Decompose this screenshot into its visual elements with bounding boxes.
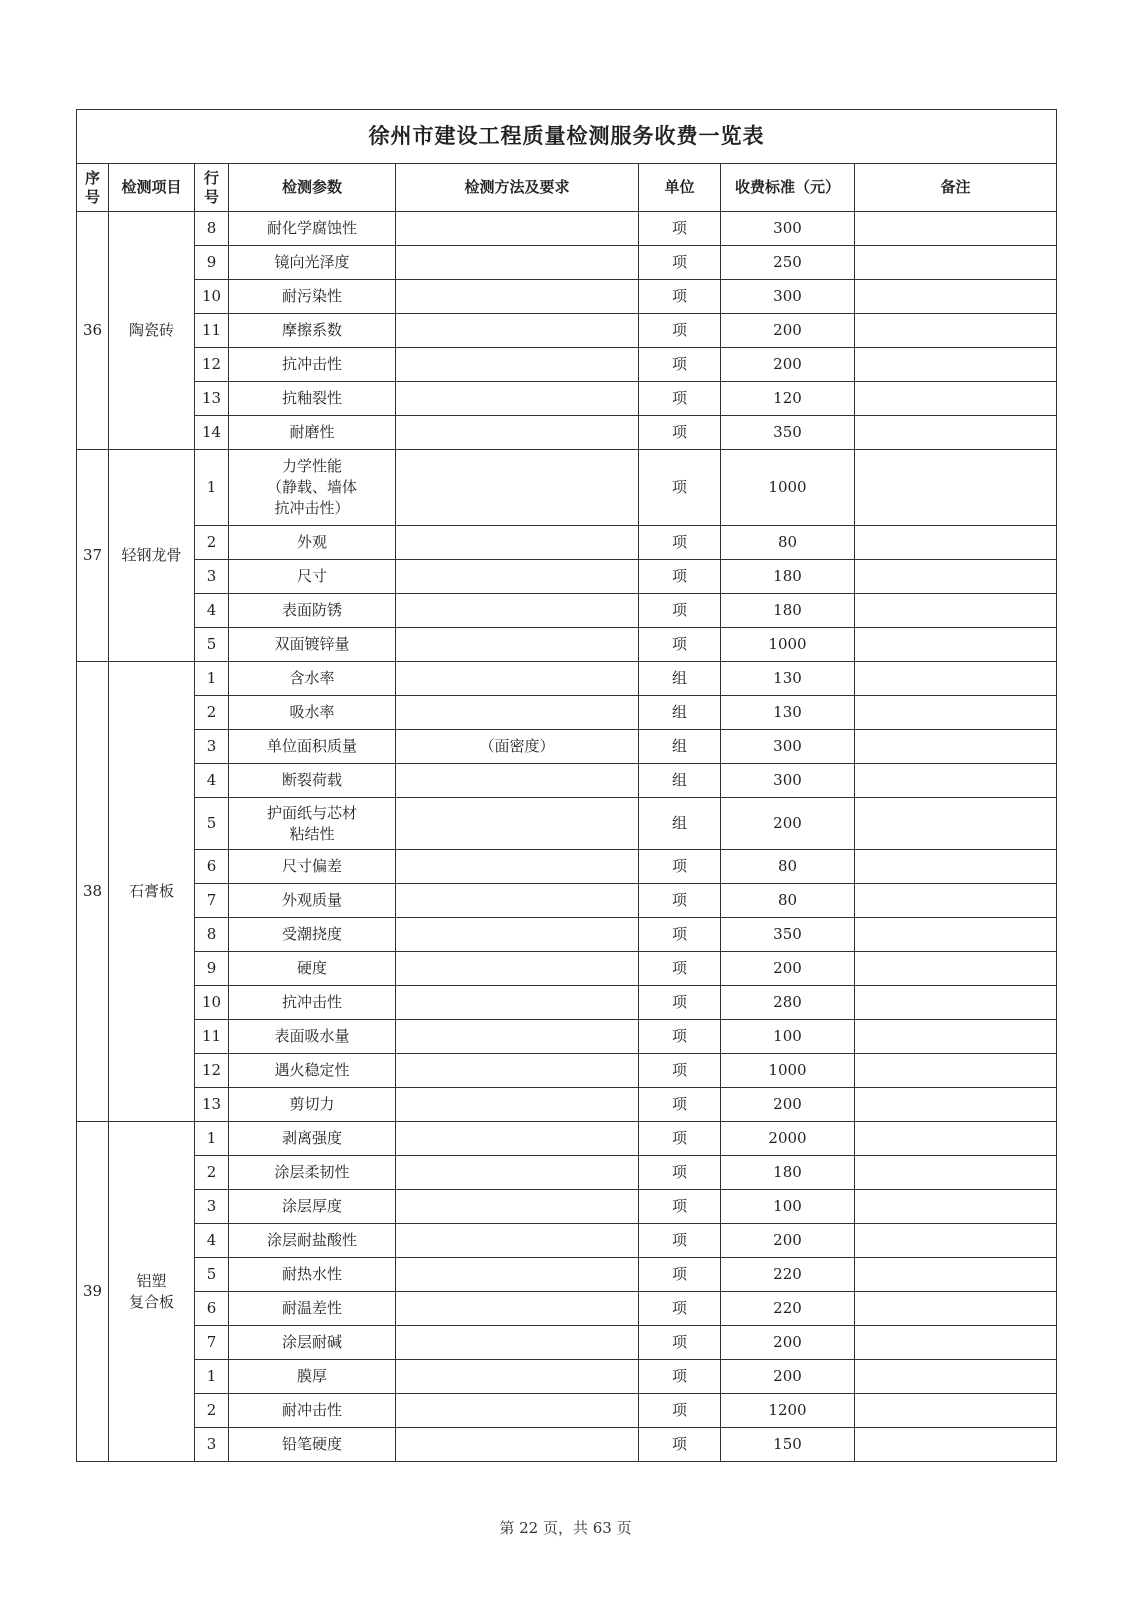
row-fee: 80 (721, 850, 855, 884)
table-row (77, 952, 1057, 986)
fee-table (76, 109, 1057, 1462)
table-row (77, 798, 1057, 850)
row-unit: 项 (639, 1326, 721, 1360)
table-title: 徐州市建设工程质量检测服务收费一览表 (77, 110, 1057, 164)
row-line-number: 10 (195, 280, 229, 314)
row-unit: 项 (639, 382, 721, 416)
row-method (396, 986, 639, 1020)
table-row (77, 1394, 1057, 1428)
row-param: 镜向光泽度 (229, 246, 396, 280)
row-line-number: 7 (195, 1326, 229, 1360)
table-row (77, 1054, 1057, 1088)
row-note (855, 416, 1057, 450)
table-row (77, 1224, 1057, 1258)
row-param: 铅笔硬度 (229, 1428, 396, 1462)
row-note (855, 662, 1057, 696)
row-param: 断裂荷载 (229, 764, 396, 798)
row-line-number: 1 (195, 450, 229, 526)
row-note (855, 1054, 1057, 1088)
row-method (396, 798, 639, 850)
row-param: 涂层厚度 (229, 1190, 396, 1224)
row-fee: 1200 (721, 1394, 855, 1428)
row-note (855, 314, 1057, 348)
row-method (396, 1020, 639, 1054)
row-method (396, 1224, 639, 1258)
row-method (396, 416, 639, 450)
row-line-number: 4 (195, 1224, 229, 1258)
row-unit: 项 (639, 212, 721, 246)
table-row (77, 764, 1057, 798)
row-unit: 项 (639, 348, 721, 382)
group-item: 石膏板 (109, 662, 195, 1122)
row-param: 膜厚 (229, 1360, 396, 1394)
row-line-number: 9 (195, 952, 229, 986)
row-note (855, 526, 1057, 560)
row-unit: 组 (639, 730, 721, 764)
row-method (396, 526, 639, 560)
row-fee: 300 (721, 764, 855, 798)
row-fee: 350 (721, 416, 855, 450)
row-param: 表面防锈 (229, 594, 396, 628)
row-method (396, 348, 639, 382)
row-line-number: 4 (195, 594, 229, 628)
row-param: 涂层耐盐酸性 (229, 1224, 396, 1258)
header-param: 检测参数 (229, 164, 396, 212)
row-unit: 组 (639, 798, 721, 850)
row-unit: 项 (639, 1292, 721, 1326)
fee-schedule-document (76, 109, 1056, 1462)
group-item: 陶瓷砖 (109, 212, 195, 450)
row-method (396, 1360, 639, 1394)
row-param: 单位面积质量 (229, 730, 396, 764)
row-param: 受潮挠度 (229, 918, 396, 952)
table-row (77, 416, 1057, 450)
row-note (855, 1224, 1057, 1258)
row-fee: 180 (721, 594, 855, 628)
row-fee: 200 (721, 1088, 855, 1122)
row-method (396, 314, 639, 348)
row-note (855, 594, 1057, 628)
row-note (855, 1394, 1057, 1428)
header-fee: 收费标准（元） (721, 164, 855, 212)
row-line-number: 8 (195, 918, 229, 952)
row-param: 抗冲击性 (229, 986, 396, 1020)
row-line-number: 12 (195, 348, 229, 382)
row-method: （面密度） (396, 730, 639, 764)
row-line-number: 11 (195, 1020, 229, 1054)
table-row (77, 696, 1057, 730)
row-unit: 项 (639, 450, 721, 526)
row-note (855, 212, 1057, 246)
row-unit: 项 (639, 1122, 721, 1156)
table-row (77, 918, 1057, 952)
row-method (396, 450, 639, 526)
row-fee: 80 (721, 526, 855, 560)
table-row (77, 884, 1057, 918)
row-line-number: 13 (195, 1088, 229, 1122)
row-fee: 350 (721, 918, 855, 952)
page-footer: 第 22 页，共 63 页 (499, 1519, 632, 1537)
row-fee: 180 (721, 1156, 855, 1190)
row-method (396, 850, 639, 884)
row-unit: 项 (639, 1156, 721, 1190)
table-row (77, 314, 1057, 348)
row-unit: 项 (639, 280, 721, 314)
row-line-number: 6 (195, 1292, 229, 1326)
table-row (77, 1258, 1057, 1292)
row-method (396, 1190, 639, 1224)
header-method: 检测方法及要求 (396, 164, 639, 212)
row-param: 耐化学腐蚀性 (229, 212, 396, 246)
row-unit: 项 (639, 526, 721, 560)
row-method (396, 246, 639, 280)
group-item: 轻钢龙骨 (109, 450, 195, 662)
row-note (855, 730, 1057, 764)
table-row (77, 246, 1057, 280)
table-body (77, 212, 1057, 1462)
row-method (396, 1394, 639, 1428)
row-fee: 200 (721, 314, 855, 348)
row-note (855, 560, 1057, 594)
row-param: 剪切力 (229, 1088, 396, 1122)
table-row (77, 348, 1057, 382)
row-fee: 200 (721, 348, 855, 382)
row-fee: 200 (721, 952, 855, 986)
row-line-number: 3 (195, 730, 229, 764)
row-method (396, 1292, 639, 1326)
row-line-number: 10 (195, 986, 229, 1020)
row-unit: 项 (639, 1020, 721, 1054)
row-param: 摩擦系数 (229, 314, 396, 348)
table-row (77, 1122, 1057, 1156)
group-seq: 37 (77, 450, 109, 662)
row-param: 含水率 (229, 662, 396, 696)
table-row (77, 986, 1057, 1020)
row-method (396, 1088, 639, 1122)
row-fee: 1000 (721, 628, 855, 662)
row-line-number: 8 (195, 212, 229, 246)
row-fee: 80 (721, 884, 855, 918)
row-fee: 180 (721, 560, 855, 594)
table-row (77, 1020, 1057, 1054)
row-fee: 200 (721, 1326, 855, 1360)
row-fee: 200 (721, 1224, 855, 1258)
row-unit: 项 (639, 1190, 721, 1224)
table-row (77, 212, 1057, 246)
header-unit: 单位 (639, 164, 721, 212)
row-unit: 项 (639, 1258, 721, 1292)
header-item: 检测项目 (109, 164, 195, 212)
row-fee: 200 (721, 1360, 855, 1394)
row-param: 双面镀锌量 (229, 628, 396, 662)
row-param: 涂层耐碱 (229, 1326, 396, 1360)
group-item: 铝塑 复合板 (109, 1122, 195, 1462)
row-unit: 项 (639, 628, 721, 662)
row-line-number: 5 (195, 1258, 229, 1292)
row-unit: 项 (639, 1224, 721, 1258)
row-param: 尺寸 (229, 560, 396, 594)
row-method (396, 884, 639, 918)
row-fee: 300 (721, 730, 855, 764)
table-row (77, 1088, 1057, 1122)
table-row (77, 450, 1057, 526)
header-row (77, 164, 1057, 212)
row-fee: 220 (721, 1258, 855, 1292)
row-note (855, 884, 1057, 918)
row-fee: 100 (721, 1020, 855, 1054)
row-method (396, 1326, 639, 1360)
row-method (396, 696, 639, 730)
row-line-number: 11 (195, 314, 229, 348)
row-param: 外观 (229, 526, 396, 560)
table-row (77, 526, 1057, 560)
row-note (855, 918, 1057, 952)
group-seq: 38 (77, 662, 109, 1122)
row-method (396, 560, 639, 594)
row-note (855, 850, 1057, 884)
row-param: 表面吸水量 (229, 1020, 396, 1054)
table-row (77, 382, 1057, 416)
row-method (396, 212, 639, 246)
row-note (855, 280, 1057, 314)
row-unit: 项 (639, 1360, 721, 1394)
group-seq: 39 (77, 1122, 109, 1462)
row-note (855, 628, 1057, 662)
row-param: 遇火稳定性 (229, 1054, 396, 1088)
row-unit: 项 (639, 1054, 721, 1088)
row-method (396, 628, 639, 662)
row-method (396, 1258, 639, 1292)
row-fee: 1000 (721, 1054, 855, 1088)
table-row (77, 662, 1057, 696)
row-method (396, 764, 639, 798)
row-note (855, 1122, 1057, 1156)
row-note (855, 764, 1057, 798)
row-unit: 组 (639, 764, 721, 798)
row-line-number: 4 (195, 764, 229, 798)
row-note (855, 986, 1057, 1020)
row-param: 抗釉裂性 (229, 382, 396, 416)
row-note (855, 1020, 1057, 1054)
row-note (855, 382, 1057, 416)
row-unit: 组 (639, 662, 721, 696)
row-unit: 项 (639, 918, 721, 952)
row-fee: 200 (721, 798, 855, 850)
table-row (77, 1360, 1057, 1394)
row-unit: 项 (639, 952, 721, 986)
header-line: 行 号 (195, 164, 229, 212)
row-param: 硬度 (229, 952, 396, 986)
row-unit: 项 (639, 1088, 721, 1122)
row-line-number: 13 (195, 382, 229, 416)
row-line-number: 3 (195, 1190, 229, 1224)
table-row (77, 1292, 1057, 1326)
row-unit: 项 (639, 986, 721, 1020)
row-line-number: 6 (195, 850, 229, 884)
table-row (77, 730, 1057, 764)
row-fee: 130 (721, 696, 855, 730)
row-unit: 项 (639, 594, 721, 628)
row-line-number: 1 (195, 662, 229, 696)
row-fee: 1000 (721, 450, 855, 526)
table-row (77, 1428, 1057, 1462)
row-line-number: 1 (195, 1122, 229, 1156)
row-param: 剥离强度 (229, 1122, 396, 1156)
row-method (396, 1156, 639, 1190)
row-fee: 2000 (721, 1122, 855, 1156)
row-line-number: 3 (195, 560, 229, 594)
row-note (855, 952, 1057, 986)
row-fee: 150 (721, 1428, 855, 1462)
row-method (396, 918, 639, 952)
row-param: 耐冲击性 (229, 1394, 396, 1428)
row-note (855, 1088, 1057, 1122)
row-note (855, 246, 1057, 280)
row-note (855, 1190, 1057, 1224)
table-row (77, 628, 1057, 662)
row-fee: 130 (721, 662, 855, 696)
row-fee: 300 (721, 280, 855, 314)
row-param: 耐污染性 (229, 280, 396, 314)
row-note (855, 1326, 1057, 1360)
row-unit: 项 (639, 246, 721, 280)
table-row (77, 594, 1057, 628)
row-param: 耐磨性 (229, 416, 396, 450)
row-param: 抗冲击性 (229, 348, 396, 382)
row-param: 外观质量 (229, 884, 396, 918)
group-seq: 36 (77, 212, 109, 450)
row-line-number: 2 (195, 526, 229, 560)
row-line-number: 14 (195, 416, 229, 450)
row-param: 耐热水性 (229, 1258, 396, 1292)
row-unit: 项 (639, 1428, 721, 1462)
row-note (855, 798, 1057, 850)
row-note (855, 1428, 1057, 1462)
row-param: 吸水率 (229, 696, 396, 730)
row-unit: 项 (639, 884, 721, 918)
row-note (855, 1360, 1057, 1394)
row-unit: 项 (639, 560, 721, 594)
row-fee: 100 (721, 1190, 855, 1224)
row-unit: 项 (639, 314, 721, 348)
row-line-number: 2 (195, 1394, 229, 1428)
row-note (855, 1292, 1057, 1326)
row-method (396, 662, 639, 696)
row-method (396, 382, 639, 416)
row-method (396, 1428, 639, 1462)
row-fee: 300 (721, 212, 855, 246)
row-line-number: 2 (195, 696, 229, 730)
row-param: 护面纸与芯材 粘结性 (229, 798, 396, 850)
row-param: 涂层柔韧性 (229, 1156, 396, 1190)
row-param: 耐温差性 (229, 1292, 396, 1326)
row-method (396, 280, 639, 314)
table-row (77, 560, 1057, 594)
row-line-number: 12 (195, 1054, 229, 1088)
row-line-number: 2 (195, 1156, 229, 1190)
row-line-number: 5 (195, 798, 229, 850)
row-unit: 项 (639, 850, 721, 884)
row-method (396, 952, 639, 986)
row-fee: 220 (721, 1292, 855, 1326)
row-method (396, 1054, 639, 1088)
table-row (77, 1190, 1057, 1224)
row-line-number: 3 (195, 1428, 229, 1462)
row-note (855, 1156, 1057, 1190)
table-row (77, 1326, 1057, 1360)
row-method (396, 594, 639, 628)
row-fee: 280 (721, 986, 855, 1020)
table-row (77, 280, 1057, 314)
table-row (77, 1156, 1057, 1190)
row-unit: 项 (639, 1394, 721, 1428)
row-method (396, 1122, 639, 1156)
header-note: 备注 (855, 164, 1057, 212)
row-fee: 120 (721, 382, 855, 416)
row-note (855, 450, 1057, 526)
row-line-number: 7 (195, 884, 229, 918)
row-param: 尺寸偏差 (229, 850, 396, 884)
row-line-number: 5 (195, 628, 229, 662)
header-seq: 序 号 (77, 164, 109, 212)
row-note (855, 1258, 1057, 1292)
row-fee: 250 (721, 246, 855, 280)
row-unit: 项 (639, 416, 721, 450)
table-row (77, 850, 1057, 884)
row-unit: 组 (639, 696, 721, 730)
row-note (855, 348, 1057, 382)
row-line-number: 1 (195, 1360, 229, 1394)
row-param: 力学性能 （静载、墙体 抗冲击性） (229, 450, 396, 526)
row-note (855, 696, 1057, 730)
row-line-number: 9 (195, 246, 229, 280)
